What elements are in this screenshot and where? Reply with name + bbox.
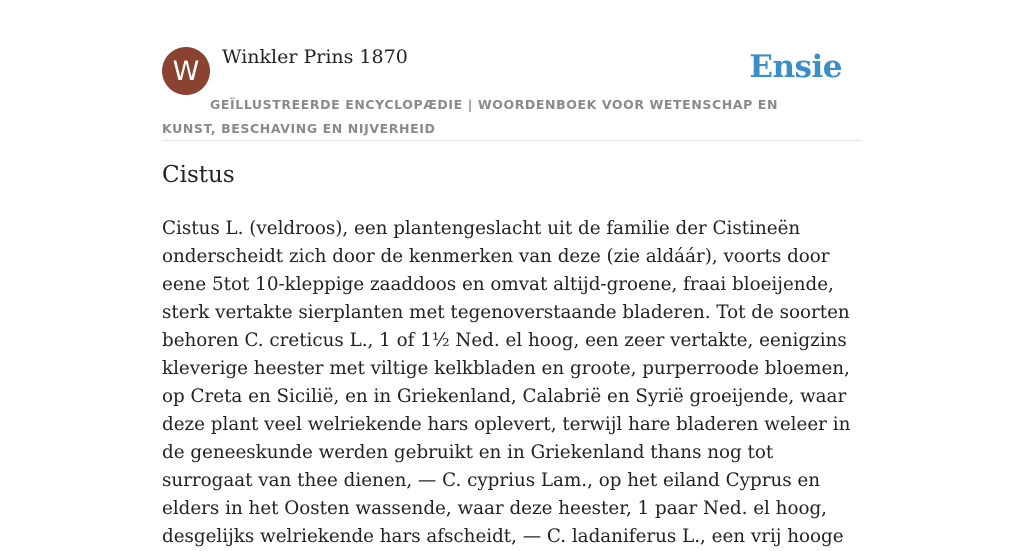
- entry-body: Cistus L. (veldroos), een plantengeslacht uit de familie der Cistineën onderscheidt zich door de kenmerken van deze (zie aldáár), voorts door eene 5tot 10-kleppige zaaddoos en omvat altijd-groene, fraai bloeijende, sterk vertakte sierplanten met tegenoverstaande bladeren. Tot de soorten behoren C. creticus L., 1 of 1½ Ned. el hoog, een zeer vertakte, eenigzins kleverige heester met viltige kelkbladen en groote, purperroode bloemen, op Creta en Sicilië, en in Griekenland, Calabrië en Syrië groeijende, waar deze plant veel welriekende hars oplevert, terwijl hare bladeren weleer in de geneeskunde werden gebruikt en in Griekenland thans nog tot surrogaat van thee dienen, — C. cyprius Lam., op het eiland Cyprus en elders in het Oosten wassende, waar deze heester, 1 paar Ned. el hoog, desgelijks welriekende hars afscheidt, — C. ladaniferus L., een vrij hooge: [162, 218, 851, 547]
- book-title-link[interactable]: Winkler Prins 1870: [222, 46, 408, 68]
- entry-title: Cistus: [162, 162, 235, 188]
- book-subtitle: GEÏLLUSTREERDE ENCYCLOPÆDIE | WOORDENBOEK VOOR WETENSCHAP EN KUNST, BESCHAVING EN NIJVERHEID: [162, 97, 779, 136]
- site-header: [162, 44, 862, 141]
- ensie-logo-link[interactable]: Ensie: [749, 49, 842, 85]
- book-avatar[interactable]: W: [162, 47, 210, 95]
